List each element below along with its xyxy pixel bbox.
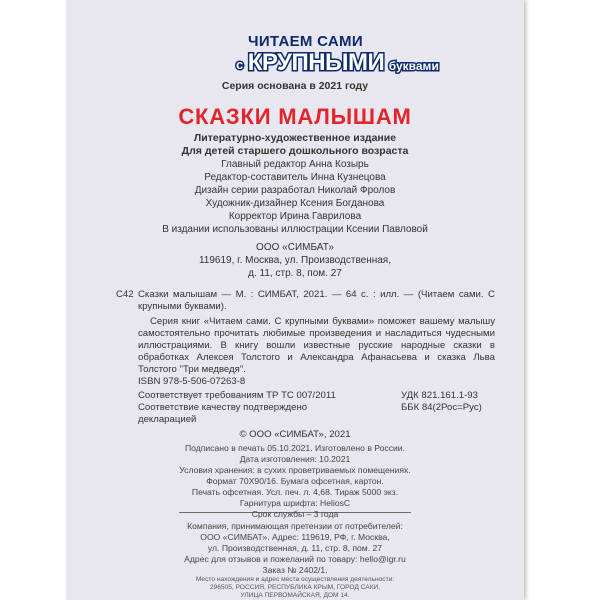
credit-line: Редактор-составитель Инна Кузнецова — [204, 172, 386, 183]
book-page — [66, 0, 524, 600]
compliance-line: Соответствие качеству подтверждено — [138, 402, 308, 413]
logo-line-2 — [236, 49, 439, 77]
catalog-entry: Сказки малышам — М. : СИМБАТ, 2021. — 64 с. : илл. — (Читаем сами. С крупными буквами). — [138, 289, 495, 312]
credit-line: Главный редактор Анна Козырь — [221, 159, 369, 170]
credit-line: Дизайн серии разработал Николай Фролов — [194, 185, 396, 196]
imprint-line: Заказ № 2402/1. — [262, 565, 328, 575]
book-title: СКАЗКИ МАЛЫШАМ — [178, 104, 412, 129]
edition-type: Литературно-художественное издание — [193, 132, 397, 144]
isbn: ISBN 978-5-506-07263-8 — [138, 376, 246, 387]
compliance-line: Соответствует требованиям ТР ТС 007/2011 — [138, 390, 336, 401]
age-group: Для детей старшего дошкольного возраста — [181, 145, 409, 157]
catalog-code: С42 — [116, 289, 134, 300]
credit-line: Художник-дизайнер Ксения Богданова — [205, 198, 385, 209]
imprint-line: Срок службы – 3 года — [251, 509, 339, 519]
imprint-line: Компания, принимающая претензии от потребителей: — [187, 521, 403, 531]
imprint-line: Адрес для отзывов и пожеланий по товару: hello@igr.ru — [184, 554, 406, 564]
udk-code: УДК 821.161.1-93 — [401, 390, 478, 401]
printer-line: Место нахождения и адрес места осуществления деятельности: — [195, 576, 395, 583]
compliance-line: декларацией — [138, 414, 197, 425]
publisher-name: ООО «СИМБАТ» — [256, 242, 334, 253]
credit-line: Корректор Ирина Гаврилова — [228, 211, 362, 222]
bbk-code: ББК 84(2Рос=Рус) — [401, 402, 482, 413]
imprint-line: ул. Производственная, д. 11, стр. 8, пом. 27 — [207, 543, 383, 553]
imprint-line: ООО «СИМБАТ». Адрес: 119619, РФ, г. Москва, — [200, 532, 390, 542]
printer-line: 296505, РОССИЯ, РЕСПУБЛИКА КРЫМ, ГОРОД САКИ, — [209, 584, 381, 591]
book-description: Серия книг «Читаем сами. С крупными буквами» поможет вашему малышу самостоятельно прочитать любимые произведения и насладиться чудесными иллюстрациями. В книгу вошли известные русские народные сказки в обработках Алексея Толстого и Александра Афанасьева и сказка Льва Толстого "Три медведя". — [138, 316, 495, 375]
publisher-address: д. 11, стр. 8, пом. 27 — [248, 268, 342, 279]
publisher-address: 119619, г. Москва, ул. Производственная, — [198, 255, 392, 266]
credit-line: В издании использованы иллюстрации Ксении Павловой — [162, 224, 428, 235]
imprint-line: Гарнитура шрифта: HeliosC — [239, 498, 351, 508]
copyright: © ООО «СИМБАТ», 2021 — [239, 429, 351, 440]
logo-big: КРУПНЫМИ — [247, 49, 385, 76]
logo-c: с — [236, 57, 244, 72]
logo-tail: буквами — [388, 59, 439, 73]
imprint-line: Дата изготовления: 10.2021 — [239, 454, 351, 464]
imprint-line: Условия хранения: в сухих проветриваемых помещениях. — [179, 465, 411, 475]
series-logo — [236, 33, 439, 81]
imprint-line: Подписано в печать 05.10.2021. Изготовлено в России. — [185, 443, 405, 453]
logo-line-1: ЧИТАЕМ САМИ — [248, 33, 363, 50]
series-founded: Серия основана в 2021 году — [221, 80, 369, 92]
printer-line: УЛИЦА ПЕРВОМАЙСКАЯ, ДОМ 14. — [240, 592, 350, 599]
imprint-line: Формат 70Х90/16. Бумага офсетная, картон. — [206, 476, 384, 486]
imprint-line: Печать офсетная. Усл. печ. л. 4,68. Тираж 5000 экз. — [191, 487, 399, 497]
